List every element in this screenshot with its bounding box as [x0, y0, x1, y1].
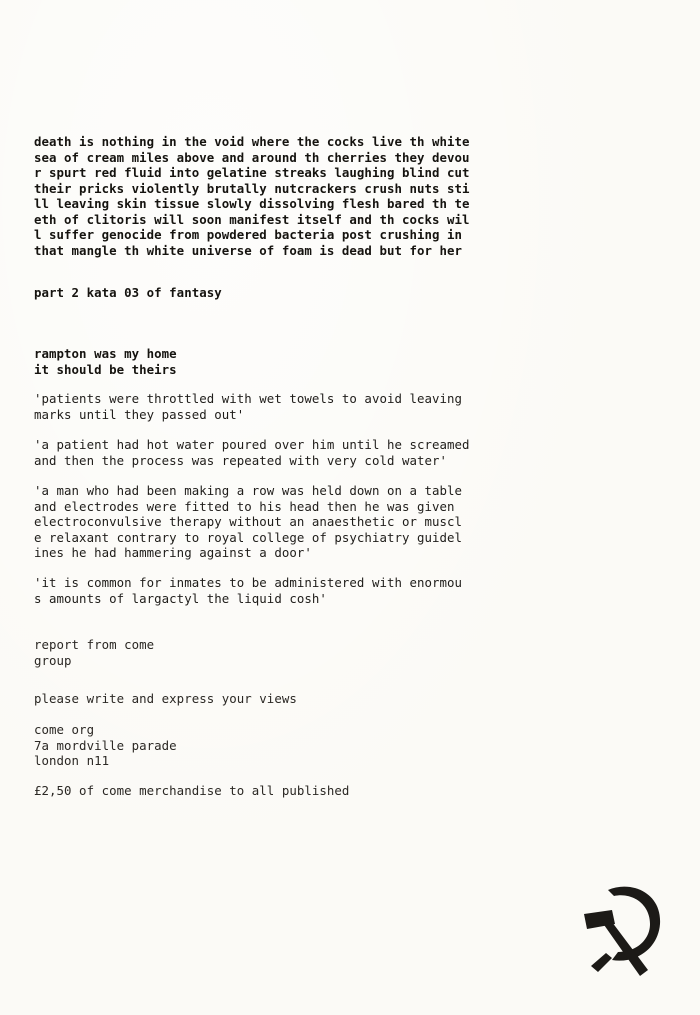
hammer-and-sickle-icon — [578, 880, 664, 980]
part-heading: part 2 kata 03 of fantasy — [34, 285, 222, 300]
quote-hot-water: 'a patient had hot water poured over him until he screamed and then the process was repeated with very cold water' — [34, 437, 470, 468]
quote-largactyl: 'it is common for inmates to be administered with enormou s amounts of largactyl the liquid cosh' — [34, 575, 463, 606]
report-attribution: report from come group — [34, 637, 155, 668]
postal-address: come org 7a mordville parade london n11 — [34, 722, 177, 768]
write-request: please write and express your views — [34, 691, 297, 706]
rampton-lines: rampton was my home it should be theirs — [34, 346, 177, 377]
poem-text: death is nothing in the void where the cocks live th white sea of cream miles above and around th cherries they devou r spurt red fluid into gelatine streaks laughing blind cut their pricks violently brutally nutcrackers crush nuts sti ll leaving skin tissue slowly dissolving flesh bared th te eth of clitoris will soon manifest itself and th cocks wil l suffer genocide from powdered bacteria post crushing in that mangle th white universe of foam is dead but for her — [34, 134, 470, 258]
quote-electroconvulsive: 'a man who had been making a row was held down on a table and electrodes were fitted to his head then he was given electroconvulsive therapy without an anaesthetic or muscl e relaxant contrary to royal college of psychiatry guidel ines he had hammering against a door' — [34, 483, 463, 560]
quote-throttled: 'patients were throttled with wet towels to avoid leaving marks until they passed out' — [34, 391, 463, 422]
price-note: £2,50 of come merchandise to all published — [34, 783, 350, 798]
